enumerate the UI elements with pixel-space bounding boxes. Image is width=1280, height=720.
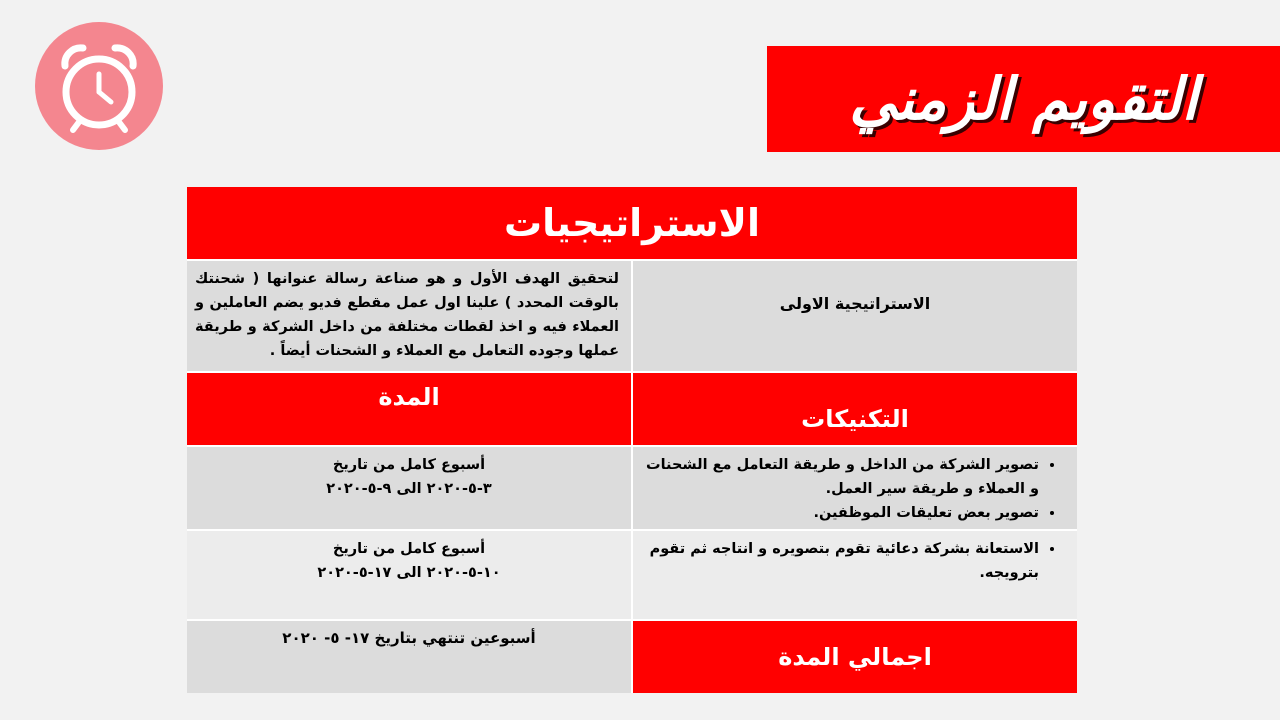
strategy-description: لتحقيق الهدف الأول و هو صناعة رسالة عنوانها ( شحنتك بالوقت المحدد ) علينا اول عمل مقطع فديو يضم العاملين و العملاء فيه و اخذ لقطات مختلفة من داخل الشركة و طريقة عملها وجوده التعامل مع العملاء و الشحنات أيضاً . [187,261,631,371]
strategy-label: الاستراتيجية الاولى [633,261,1077,371]
title-banner [767,46,1280,152]
duration-header: المدة [187,373,631,445]
duration-dates: ٣-٥-٢٠٢٠ الى ٩-٥-٢٠٢٠ [326,481,492,497]
table-row-1-techniques [633,447,1077,529]
alarm-clock-icon [35,22,163,150]
alarm-clock-glyph [35,22,163,150]
table-row-1-duration [187,447,631,529]
strategy-table [187,187,1077,693]
technique-item: • الاستعانة بشركة دعائية تقوم بتصويره و انتاجه ثم تقوم بترويجه. [643,537,1039,585]
duration-text: أسبوع كامل من تاريخ [332,541,486,557]
technique-item: • تصوير بعض تعليقات الموظفين. [643,501,1039,525]
page-title: التقويم الزمني [849,65,1198,133]
duration-text: أسبوع كامل من تاريخ [332,457,486,473]
table-row-2-duration [187,531,631,619]
total-duration-label: اجمالي المدة [633,621,1077,693]
table-row-2-techniques [633,531,1077,619]
technique-item: • تصوير الشركة من الداخل و طريقة التعامل مع الشحنات و العملاء و طريقة سير العمل. [643,453,1039,501]
total-duration-value: أسبوعين تنتهي بتاريخ ١٧- ٥- ٢٠٢٠ [187,621,631,693]
duration-dates: ١٠-٥-٢٠٢٠ الى ١٧-٥-٢٠٢٠ [317,565,501,581]
techniques-header: التكنيكات [633,373,1077,445]
table-header: الاستراتيجيات [187,187,1077,259]
